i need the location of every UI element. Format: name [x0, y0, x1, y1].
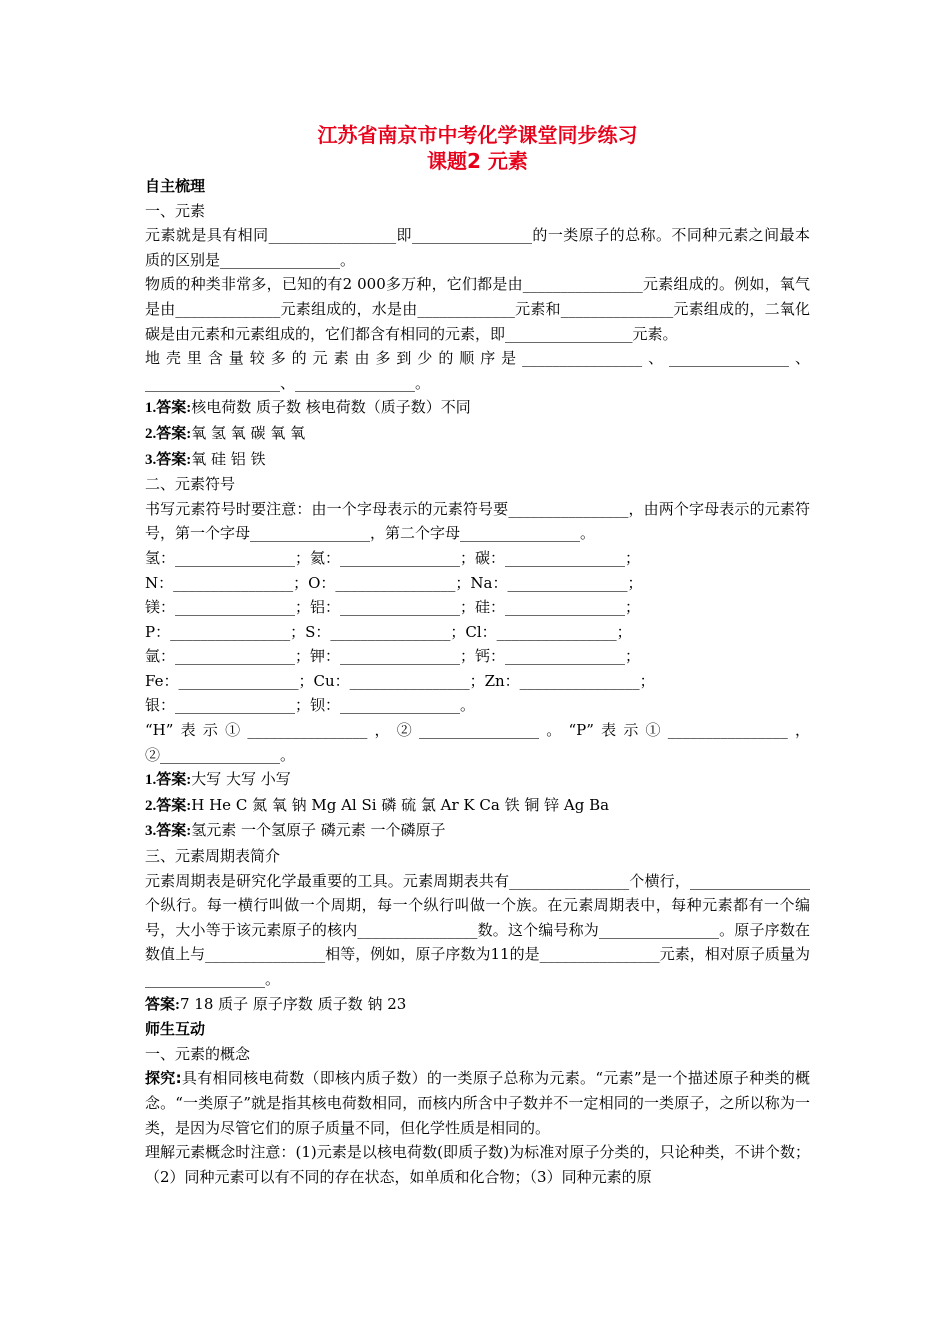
- answer-line: [145, 793, 810, 819]
- paragraph: 物质的种类非常多，已知的有2 000多万种，它们都是由________________元素组成的。例如，氧气是由______________元素组成的，水是由_____________元素和_______________元素组成的，二氧化碳是由元素和元素组成的，它们都含有相同的元素，即_________________元素。: [145, 275, 810, 343]
- paragraph: 理解元素概念时注意：(1)元素是以核电荷数(即质子数)为标准对原子分类的，只论种类，不讲个数；（2）同种元素可以有不同的存在状态，如单质和化合物；（3）同种元素的原: [145, 1143, 810, 1186]
- subsection-heading: 三、元素周期表简介: [145, 847, 281, 866]
- answer-text: H He C 氮 氧 钠 Mg Al Si 磷 硫 氯 Ar K Ca 铁 铜 锌 Ag Ba: [191, 795, 610, 814]
- answer-text: 氧 氢 氧 碳 氧 氧: [191, 423, 306, 442]
- fill-line: P：________________；S：________________；Cl：________________；: [145, 622, 632, 641]
- section-heading-self: 自主梳理: [145, 177, 206, 195]
- explore-text: 具有相同核电荷数（即核内质子数）的一类原子总称为元素。“元素”是一个描述原子种类的概念。“一类原子”就是指其核电荷数相同，而核内所含中子数并不一定相同的一类原子，之所以称为一类，是因为尽管它们的原子质量不同，但化学性质是相同的。: [145, 1069, 811, 1137]
- fill-line: 银：________________；钡：________________。: [145, 696, 476, 715]
- answer-line: [145, 818, 810, 844]
- answer-text: 核电荷数 质子数 核电荷数（质子数）不同: [191, 398, 471, 417]
- answer-label: 2.答案:: [145, 425, 192, 442]
- explore-label: 探究:: [145, 1069, 182, 1088]
- fill-line: Fe：________________；Cu：________________；Zn：________________；: [145, 671, 655, 690]
- answer-line: [145, 395, 810, 421]
- answer-label: 2.答案:: [145, 797, 192, 814]
- section-heading-interact: 师生互动: [145, 1020, 206, 1039]
- answer-text: 氧 硅 铝 铁: [191, 449, 266, 468]
- subsection-heading: 一、元素: [145, 201, 206, 220]
- document-subtitle: 课题2 元素: [427, 149, 528, 173]
- answer-text: 氢元素 一个氢原子 磷元素 一个磷原子: [191, 821, 446, 840]
- paragraph: 元素周期表是研究化学最重要的工具。元素周期表共有________________个横行，________________个纵行。每一横行叫做一个周期，每一个纵行叫做一个族。在元素周期表中，每种元素都有一个编号，大小等于该元素原子的核内________________数。这个编号称为________________。原子序数在数值上与________________相等，例如，原子序数为11的是________________元素，相对原子质量为________________。: [145, 871, 810, 988]
- fill-line: 镁：________________；铝：________________；硅：________________；: [145, 598, 641, 617]
- fill-line: N：________________；O：________________；Na：________________；: [145, 573, 643, 592]
- paragraph: 元素就是具有相同_________________即________________的一类原子的总称。不同种元素之间最本质的区别是________________。: [145, 226, 810, 269]
- fill-line: 氩：________________；钾：________________；钙：________________；: [145, 647, 641, 666]
- document-page: [145, 122, 810, 1189]
- document-title: 江苏省南京市中考化学课堂同步练习: [317, 123, 638, 147]
- answer-line: [145, 767, 810, 793]
- paragraph: 书写元素符号时要注意：由一个字母表示的元素符号要________________，由两个字母表示的元素符号，第一个字母________________，第二个字母________________。: [145, 499, 810, 543]
- answer-line: [145, 421, 810, 447]
- paragraph: “H”表示①________________，②________________。“P”表示①________________，②________________。: [145, 721, 810, 764]
- subsection-heading: 二、元素符号: [145, 475, 236, 494]
- answer-line: [145, 447, 810, 473]
- paragraph: [145, 1066, 810, 1140]
- answer-text: 7 18 质子 原子序数 质子数 钠 23: [180, 994, 407, 1013]
- answer-line: [145, 992, 810, 1018]
- paragraph: 地壳里含量较多的元素由多到少的顺序是________________、________________、__________________、________________。: [145, 349, 810, 392]
- answer-label: 3.答案:: [145, 823, 192, 840]
- fill-line: 氢：________________；氦：________________；碳：________________；: [145, 548, 641, 567]
- answer-label: 1.答案:: [145, 400, 192, 417]
- subsection-heading: 一、元素的概念: [145, 1044, 251, 1063]
- answer-label: 3.答案:: [145, 451, 192, 468]
- answer-label: 1.答案:: [145, 772, 192, 789]
- answer-text: 大写 大写 小写: [191, 770, 291, 789]
- answer-label: 答案:: [145, 996, 180, 1013]
